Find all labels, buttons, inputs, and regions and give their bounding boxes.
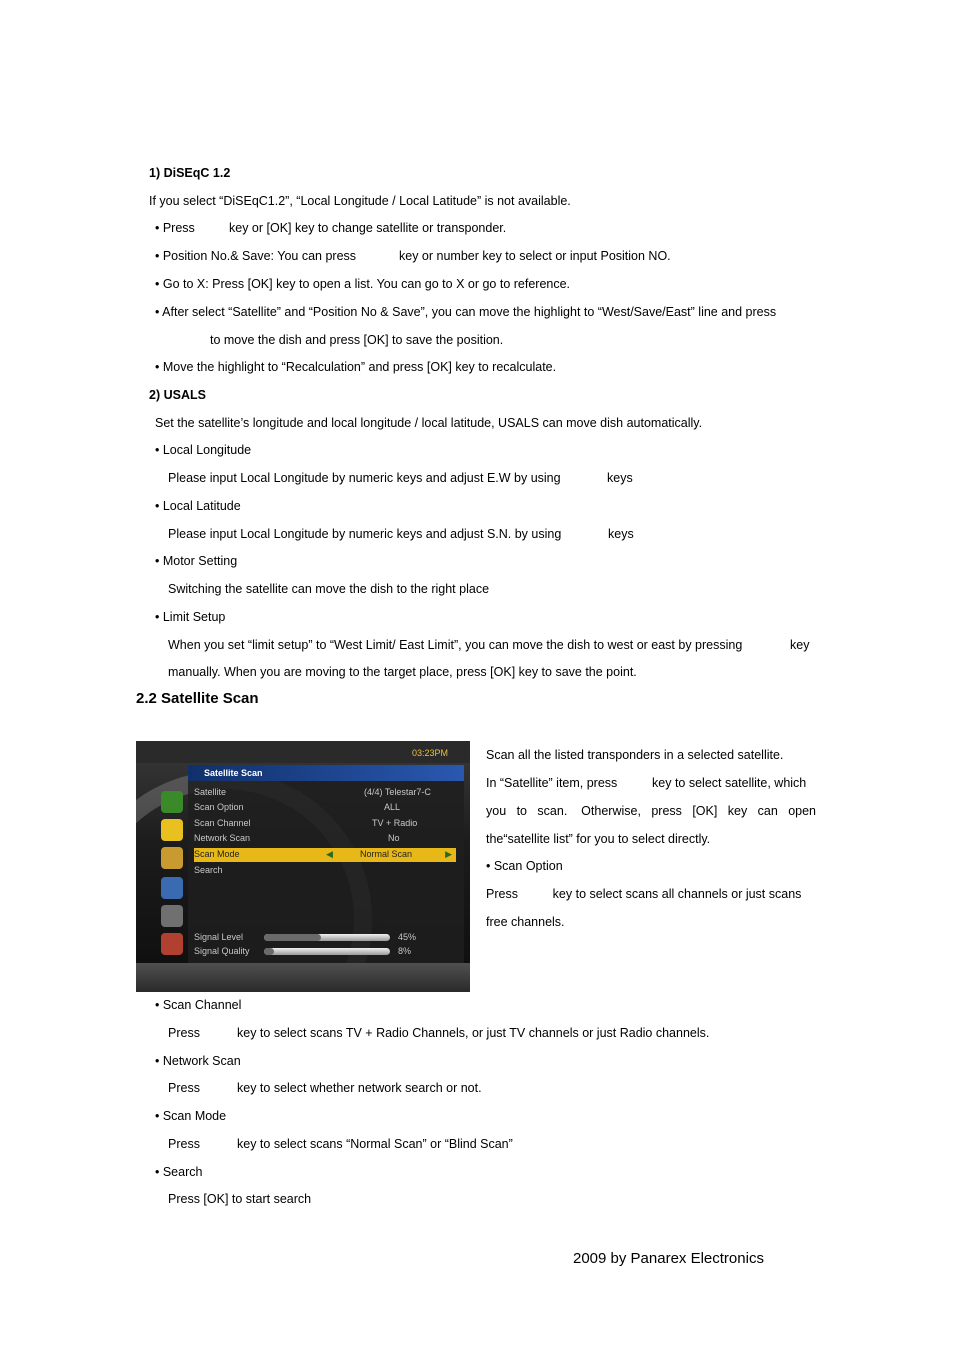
signal-quality-fill [264,948,274,955]
usals-local-latitude-title: • Local Latitude [155,499,241,513]
usals-local-longitude-title: • Local Longitude [155,443,252,457]
scan-option-text: Press key to select scans all channels or just scans [486,887,802,901]
osd-row-search[interactable] [194,864,456,878]
usals-limit-setup-key: key [790,638,810,652]
satellite-scan-icon [161,819,183,841]
usals-heading: 2) USALS [149,388,206,402]
osd-row-label: Scan Option [194,802,244,812]
satscan-desc-line-1: Scan all the listed transponders in a selected satellite. [486,748,784,762]
search-text: Press [OK] to start search [168,1192,312,1206]
osd-title-bar [188,765,464,781]
osd-row-satellite[interactable] [194,786,456,800]
osd-row-label: Network Scan [194,833,251,843]
osd-row-scan-option[interactable] [194,801,456,815]
diseqc-bullet-goto: • Go to X: Press [OK] key to open a list. You can go to X or go to reference. [155,277,571,291]
usals-limit-setup-text: When you set “limit setup” to “West Limit/ East Limit”, you can move the dish to west or east by pressing [168,638,743,652]
signal-quality-value: 8% [398,946,412,956]
osd-row-value: TV + Radio [372,818,418,828]
user-icon [161,847,183,869]
diseqc-bullet-after-select: • After select “Satellite” and “Position No & Save”, you can move the highlight to “West/Save/East” line and press [155,305,777,319]
diseqc-bullet-after-select-cont: to move the dish and press [OK] to save the position. [210,333,504,347]
diseqc-heading: 1) DiSEqC 1.2 [149,166,231,180]
scan-option-title: • Scan Option [486,859,563,873]
usals-limit-setup-title: • Limit Setup [155,610,226,624]
signal-level-bar [264,934,390,941]
osd-row-scan-mode[interactable] [194,848,456,862]
tools-icon [161,905,183,927]
diseqc-bullet-press-text: key or [OK] key to change satellite or transponder. [229,221,507,235]
usals-local-longitude-text: Please input Local Longitude by numeric keys and adjust E.W by using [168,471,561,485]
settings-icon [161,877,183,899]
diseqc-intro: If you select “DiSEqC1.2”, “Local Longitude / Local Latitude” is not available. [149,194,571,208]
osd-clock: 03:23PM [411,748,448,758]
diseqc-bullet-position: • Position No.& Save: You can press [155,249,357,263]
usals-motor-setting-text: Switching the satellite can move the dish to the right place [168,582,490,596]
signal-level-fill [264,934,321,941]
diseqc-bullet-position-text: key or number key to select or input Position NO. [399,249,671,263]
signal-quality-label: Signal Quality [194,946,250,956]
signal-quality-bar [264,948,390,955]
usals-local-longitude-keys: keys [607,471,633,485]
usals-motor-setting-title: • Motor Setting [155,554,238,568]
usals-intro: Set the satellite’s longitude and local longitude / local latitude, USALS can move dish automatically. [155,416,703,430]
scan-mode-press: Press [168,1137,200,1151]
satellite-scan-heading: 2.2 Satellite Scan [136,690,259,707]
diseqc-bullet-recalculation: • Move the highlight to “Recalculation” and press [OK] key to recalculate. [155,360,557,374]
satellite-scan-screenshot [136,741,470,992]
satscan-desc-line-4: the“satellite list” for you to select directly. [486,832,711,846]
osd-row-label: Scan Mode [194,849,240,859]
game-icon [161,933,183,955]
footer-copyright: 2009 by Panarex Electronics [573,1250,764,1267]
scan-option-text-cont: free channels. [486,915,565,929]
signal-level-label: Signal Level [194,932,244,942]
osd-row-network-scan[interactable] [194,832,456,846]
arrow-right-icon[interactable]: ▶ [445,849,452,859]
osd-row-value: ALL [384,802,401,812]
network-scan-text: key to select whether network search or not. [237,1081,482,1095]
scan-channel-text: key to select scans TV + Radio Channels, or just TV channels or just Radio channels. [237,1026,710,1040]
osd-menu-icons [158,785,186,955]
osd-row-scan-channel[interactable] [194,817,456,831]
network-scan-press: Press [168,1081,200,1095]
satscan-desc-line-2: In “Satellite” item, press key to select satellite, which [486,776,807,790]
scan-channel-title: • Scan Channel [155,998,242,1012]
osd-row-value: Normal Scan [360,849,413,859]
osd-row-label: Search [194,865,223,875]
signal-level-value: 45% [398,932,417,942]
osd-row-value: No [388,833,400,843]
osd-title: Satellite Scan [204,768,263,778]
osd-row-label: Satellite [194,787,227,797]
satellite-dish-icon [161,791,183,813]
network-scan-title: • Network Scan [155,1054,241,1068]
scan-mode-title: • Scan Mode [155,1109,227,1123]
usals-local-latitude-keys: keys [608,527,634,541]
osd-row-value: (4/4) Telestar7-C [364,787,431,797]
arrow-left-icon[interactable]: ◀ [326,849,333,859]
diseqc-bullet-press: • Press [155,221,195,235]
usals-limit-setup-text-cont: manually. When you are moving to the target place, press [OK] key to save the point. [168,665,637,679]
scan-mode-text: key to select scans “Normal Scan” or “Blind Scan” [237,1137,513,1151]
usals-local-latitude-text: Please input Local Longitude by numeric keys and adjust S.N. by using [168,527,562,541]
osd-row-label: Scan Channel [194,818,251,828]
search-title: • Search [155,1165,203,1179]
scan-channel-press: Press [168,1026,200,1040]
satscan-desc-line-3: you to scan. Otherwise, press [OK] key can open [486,804,817,818]
